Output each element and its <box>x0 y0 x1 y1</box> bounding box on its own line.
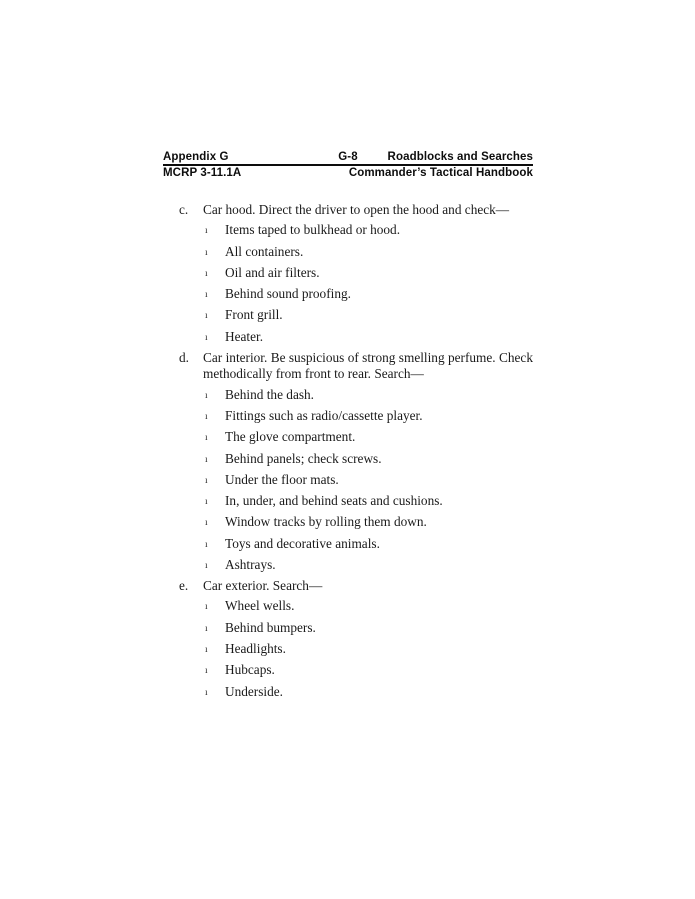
header-row-2 <box>163 167 533 179</box>
header-page-number: G-8 <box>338 151 358 163</box>
bullet-item-text: Behind the dash. <box>225 386 315 402</box>
bullet-item <box>205 598 533 616</box>
bullet-item-text: Items taped to bulkhead or hood. <box>225 222 401 238</box>
bullet-item <box>205 684 533 702</box>
bullet-item <box>205 472 533 490</box>
bullet-marker-icon: ı <box>205 602 208 613</box>
bullet-item <box>205 662 533 680</box>
bullet-item <box>205 329 533 347</box>
bullet-item <box>205 620 533 638</box>
bullet-item-text: Front grill. <box>225 307 283 323</box>
bullet-item-text: Behind panels; check screws. <box>225 450 382 466</box>
bullet-marker-icon: ı <box>205 454 208 465</box>
bullet-item <box>205 244 533 262</box>
list-item-text: Car hood. Direct the driver to open the hood and check— <box>203 202 510 217</box>
bullet-marker-icon: ı <box>205 290 208 301</box>
bullet-item-text: Heater. <box>225 328 264 344</box>
bullet-marker-icon: ı <box>205 623 208 634</box>
bullet-marker-icon: ı <box>205 247 208 258</box>
bullet-item-text: Behind sound proofing. <box>225 286 351 302</box>
outline-list <box>179 202 533 701</box>
bullet-item-text: Behind bumpers. <box>225 619 316 635</box>
bullet-item-text: Oil and air filters. <box>225 264 320 280</box>
bullet-item-text: The glove compartment. <box>225 429 356 445</box>
list-item-label: c. <box>179 202 189 217</box>
bullet-marker-icon: ı <box>205 311 208 322</box>
bullet-marker-icon: ı <box>205 433 208 444</box>
bullet-marker-icon: ı <box>205 475 208 486</box>
bullet-item-text: In, under, and behind seats and cushions. <box>225 493 443 509</box>
bullet-item <box>205 557 533 575</box>
bullet-item <box>205 265 533 283</box>
bullet-marker-icon: ı <box>205 268 208 279</box>
header-publication-title: Commander’s Tactical Handbook <box>348 167 533 179</box>
bullet-marker-icon: ı <box>205 666 208 677</box>
list-item <box>179 578 533 701</box>
bullet-item <box>205 493 533 511</box>
bullet-marker-icon: ı <box>205 687 208 698</box>
bullet-marker-icon: ı <box>205 561 208 571</box>
bullet-marker-icon: ı <box>205 390 208 401</box>
bullet-marker-icon: ı <box>205 412 208 423</box>
list-item-head <box>179 578 533 595</box>
bullet-item <box>205 451 533 469</box>
header-row-1 <box>163 151 533 166</box>
list-item-head <box>179 350 533 383</box>
bullet-item-text: All containers. <box>225 243 304 259</box>
bullet-item-text: Under the floor mats. <box>225 471 339 487</box>
bullet-item-text: Toys and decorative animals. <box>225 535 380 551</box>
bullet-marker-icon: ı <box>205 332 208 343</box>
bullet-item <box>205 286 533 304</box>
bullet-item <box>205 514 533 532</box>
bullet-marker-icon: ı <box>205 518 208 529</box>
list-item-label: e. <box>179 578 189 594</box>
bullet-item <box>205 408 533 426</box>
bullet-item-text: Wheel wells. <box>225 598 295 614</box>
bullet-list <box>179 387 533 575</box>
list-item <box>179 350 533 575</box>
list-item <box>179 202 533 346</box>
bullet-list <box>179 222 533 346</box>
bullet-marker-icon: ı <box>205 226 208 237</box>
header-publication-number: MCRP 3-11.1A <box>163 167 242 179</box>
bullet-item <box>205 222 533 240</box>
bullet-item <box>205 536 533 554</box>
bullet-item-text: Ashtrays. <box>225 557 276 572</box>
list-item-text: Car interior. Be suspicious of strong smelling perfume. Check methodically from front to rear. Search— <box>203 349 533 382</box>
bullet-marker-icon: ı <box>205 645 208 656</box>
list-item-label: d. <box>179 349 189 365</box>
running-header <box>163 151 533 179</box>
bullet-item-text: Hubcaps. <box>225 662 275 678</box>
list-item-text: Car exterior. Search— <box>203 578 323 594</box>
header-appendix-label: Appendix G <box>163 151 229 163</box>
bullet-item-text: Underside. <box>225 683 283 699</box>
bullet-item-text: Headlights. <box>225 641 286 657</box>
bullet-item <box>205 429 533 447</box>
list-item-head <box>179 202 533 219</box>
bullet-marker-icon: ı <box>205 497 208 508</box>
bullet-item <box>205 387 533 405</box>
bullet-marker-icon: ı <box>205 539 208 550</box>
header-section-title: Roadblocks and Searches <box>387 151 534 163</box>
bullet-item-text: Window tracks by rolling them down. <box>225 514 427 530</box>
bullet-list <box>179 598 533 701</box>
bullet-item-text: Fittings such as radio/cassette player. <box>225 408 423 424</box>
bullet-item <box>205 641 533 659</box>
bullet-item <box>205 307 533 325</box>
